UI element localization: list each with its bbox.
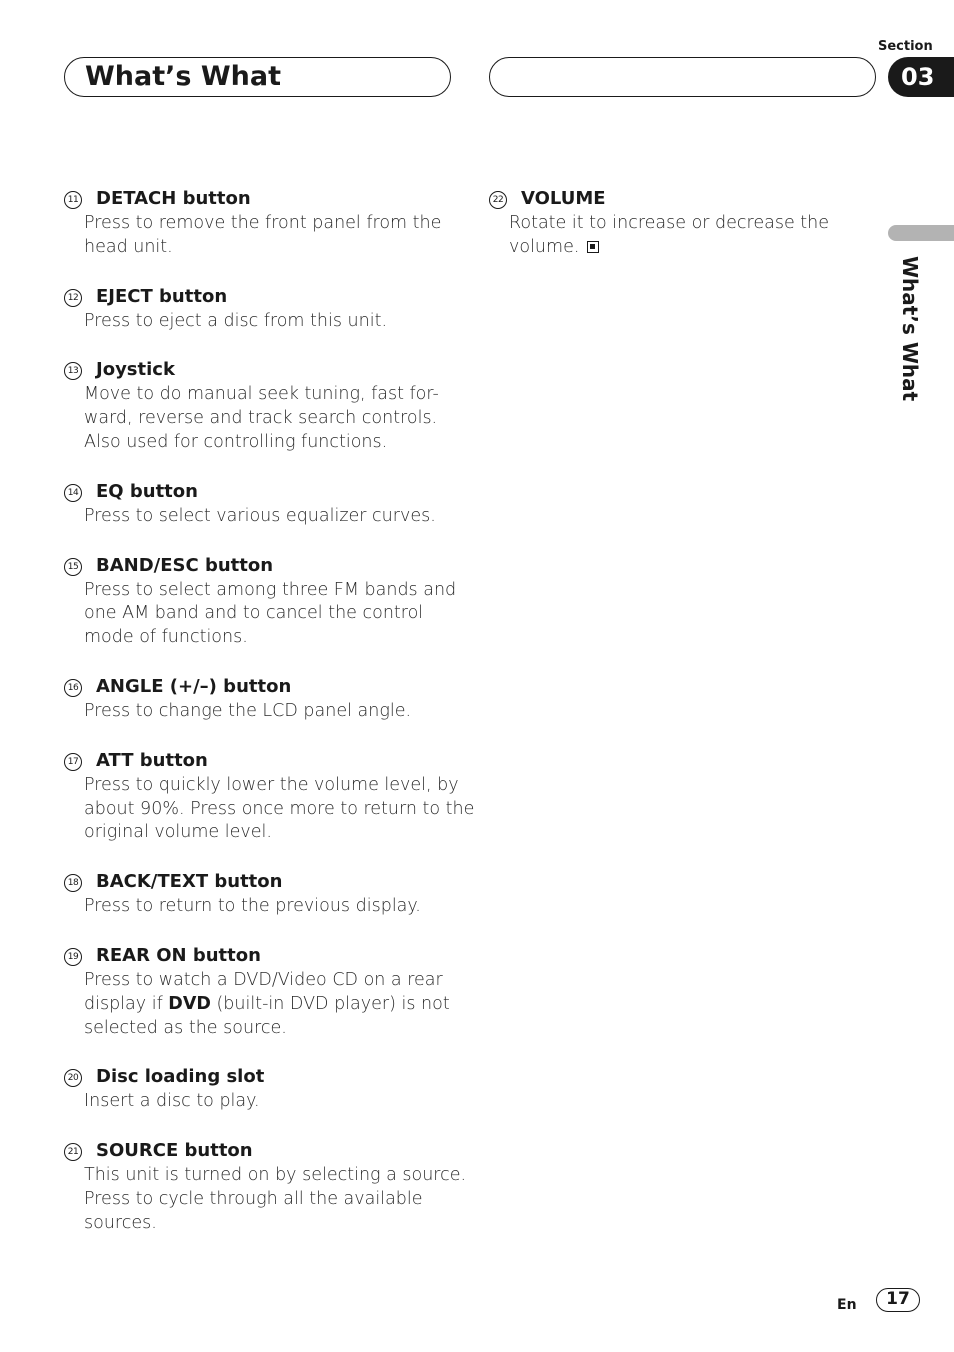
item-heading: Disc loading slot [96, 1066, 265, 1088]
item-text: Press to eject a disc from this unit. [84, 310, 388, 331]
item-text [84, 993, 454, 1017]
list-item [64, 357, 454, 454]
list-item [64, 674, 454, 724]
right-column [489, 186, 879, 284]
item-number: 21 [64, 1143, 82, 1161]
item-number: 17 [64, 753, 82, 771]
item-text: Press to return to the previous display. [84, 896, 421, 917]
item-heading: ATT button [96, 749, 208, 771]
item-text-end: volume. [509, 236, 580, 257]
item-heading: EQ button [96, 480, 198, 502]
item-text: one AM band and to cancel the control [84, 603, 424, 624]
item-text-bold: DVD [168, 993, 211, 1014]
item-heading: DETACH button [96, 188, 251, 209]
section-number-badge: 03 [888, 57, 954, 97]
item-text: Also used for controlling functions. [84, 431, 388, 452]
item-text: Press to quickly lower the volume level, by [84, 774, 459, 795]
item-text: This unit is turned on by selecting a source. [84, 1165, 467, 1186]
item-number: 22 [489, 191, 507, 209]
item-text: original volume level. [84, 822, 272, 843]
item-heading: SOURCE button [96, 1140, 253, 1162]
item-text: Press to watch a DVD/Video CD on a rear [84, 969, 443, 990]
item-number: 14 [64, 484, 82, 502]
item-heading: BAND/ESC button [96, 554, 274, 576]
item-text: Press to select among three FM bands and [84, 579, 457, 600]
item-number: 16 [64, 679, 82, 697]
item-number: 15 [64, 558, 82, 576]
header-blank-frame [489, 57, 876, 97]
page-title: What’s What [85, 61, 281, 92]
item-text: Insert a disc to play. [84, 1091, 260, 1112]
item-text: selected as the source. [84, 1017, 287, 1038]
item-text-post: (built-in DVD player) is not [210, 993, 450, 1014]
item-text [509, 236, 879, 260]
item-text: sources. [84, 1212, 157, 1233]
section-label: Section [878, 39, 933, 54]
list-item [64, 748, 475, 845]
item-number: 12 [64, 289, 82, 307]
side-tab-label: What’s What [898, 256, 922, 402]
list-item [64, 553, 457, 650]
item-text: ward, reverse and track search controls. [84, 408, 438, 429]
list-item [64, 479, 454, 529]
item-number: 20 [64, 1069, 82, 1087]
item-text: Press to change the LCD panel angle. [84, 700, 412, 721]
list-item [64, 869, 454, 919]
item-text: mode of functions. [84, 627, 248, 648]
item-heading: ANGLE (+/–) button [96, 675, 292, 697]
header-title-frame [64, 57, 451, 97]
item-heading: VOLUME [521, 188, 606, 209]
item-heading: Joystick [96, 359, 175, 381]
item-text: Move to do manual seek tuning, fast for- [84, 384, 439, 405]
list-item [64, 284, 454, 334]
item-text-pre: display if [84, 993, 169, 1014]
item-text: Press to cycle through all the available [84, 1188, 423, 1209]
end-mark-icon [587, 241, 599, 253]
item-text: Rotate it to increase or decrease the [509, 213, 830, 233]
list-item [64, 943, 454, 1040]
item-text: Press to select various equalizer curves. [84, 505, 436, 526]
item-heading: EJECT button [96, 285, 228, 307]
list-item [489, 186, 879, 260]
item-number: 19 [64, 948, 82, 966]
item-number: 11 [64, 191, 82, 209]
left-column [64, 186, 475, 1260]
item-text: about 90%. Press once more to return to the [84, 798, 475, 819]
item-heading: REAR ON button [96, 944, 261, 966]
item-number: 13 [64, 362, 82, 380]
list-item [64, 1138, 467, 1235]
item-number: 18 [64, 874, 82, 892]
footer-language: En [837, 1297, 857, 1313]
item-heading: BACK/TEXT button [96, 871, 283, 893]
item-text: head unit. [84, 236, 173, 257]
list-item [64, 186, 454, 260]
item-text: Press to remove the front panel from the [84, 213, 442, 233]
side-tab-bar [888, 225, 954, 241]
page-number: 17 [876, 1288, 920, 1312]
list-item [64, 1064, 454, 1114]
